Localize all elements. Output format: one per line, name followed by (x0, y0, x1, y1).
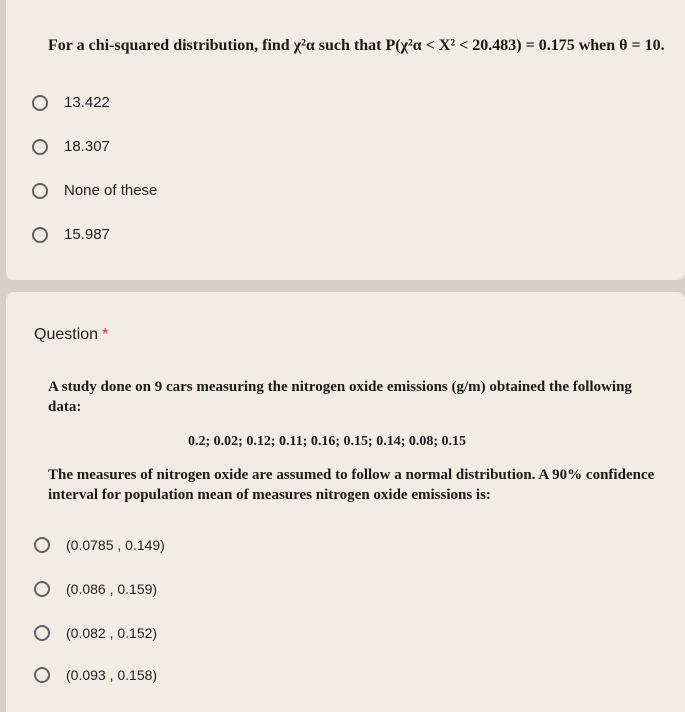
question-2-intro: A study done on 9 cars measuring the nitrogen oxide emissions (g/m) obtained the following data: (48, 379, 632, 415)
question-2-data: 0.2; 0.02; 0.12; 0.11; 0.16; 0.15; 0.14; 0.08; 0.15 (188, 434, 467, 449)
radio-button-icon[interactable] (32, 95, 48, 111)
option-2[interactable] (34, 581, 157, 597)
option-3[interactable] (32, 182, 157, 199)
option-4[interactable] (32, 226, 110, 243)
option-label: None of these (64, 182, 158, 199)
option-1[interactable] (32, 94, 110, 111)
option-4[interactable] (34, 667, 157, 683)
radio-button-icon[interactable] (32, 183, 48, 199)
radio-button-icon[interactable] (32, 227, 48, 243)
option-3[interactable] (34, 625, 157, 641)
option-label: (0.082 , 0.152) (66, 625, 158, 641)
radio-button-icon[interactable] (34, 581, 50, 597)
question-2-tail: The measures of nitrogen oxide are assumed to follow a normal distribution. A 90% confidence interval for population mean of measures nitrogen oxide emissions is: (48, 467, 655, 503)
option-label: 18.307 (64, 138, 110, 155)
option-label: 13.422 (64, 94, 110, 111)
question-card-1 (6, 0, 685, 280)
option-label: (0.093 , 0.158) (66, 667, 158, 683)
radio-button-icon[interactable] (34, 667, 50, 683)
question-1-text: For a chi-squared distribution, find χ²α such that P(χ²α < X² < 20.483) = 0.175 when θ = 10. (48, 37, 665, 54)
radio-button-icon[interactable] (34, 625, 50, 641)
option-2[interactable] (32, 138, 110, 155)
radio-button-icon[interactable] (34, 537, 50, 553)
option-1[interactable] (34, 537, 165, 553)
option-label: (0.086 , 0.159) (66, 581, 158, 597)
radio-button-icon[interactable] (32, 139, 48, 155)
required-marker: * (102, 326, 109, 343)
question-card-2 (6, 292, 685, 712)
question-heading-label: Question (34, 326, 99, 343)
option-label: 15.987 (64, 226, 110, 243)
option-label: (0.0785 , 0.149) (66, 537, 165, 553)
question-2-heading (34, 326, 108, 344)
